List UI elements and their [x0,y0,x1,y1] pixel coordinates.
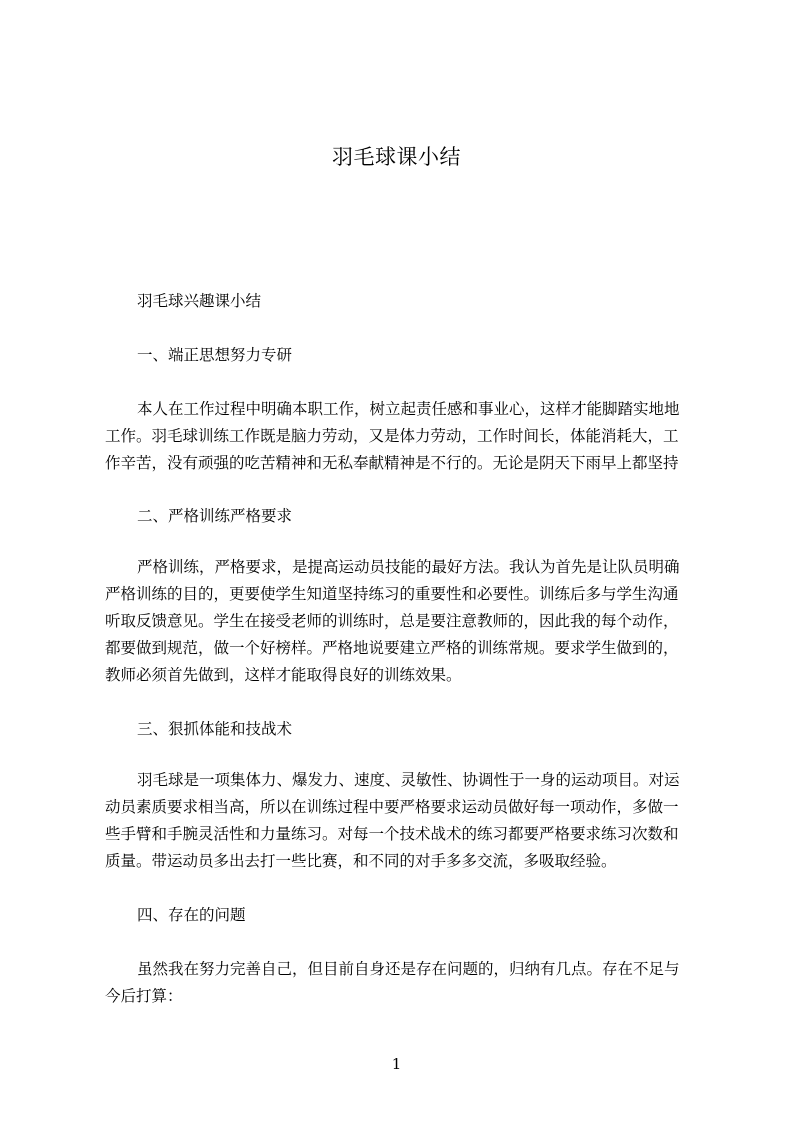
paragraph-line: 今后打算： [105,987,183,1005]
paragraph-line: 质量。带运动员多出去打一些比赛，和不同的对手多多交流，多吸取经验。 [105,852,617,870]
paragraph-line: 严格训练的目的，更要使学生知道坚持练习的重要性和必要性。训练后多与学生沟通 [105,585,679,603]
paragraph-line: 工作。羽毛球训练工作既是脑力劳动，又是体力劳动，工作时间长，体能消耗大，工 [105,427,679,445]
document-subtitle: 羽毛球兴趣课小结 [137,292,262,310]
section-heading: 一、端正思想努力专研 [137,346,293,364]
document-title: 羽毛球课小结 [332,145,461,169]
paragraph-line: 本人在工作过程中明确本职工作，树立起责任感和事业心，这样才能脚踏实地地 [137,400,680,418]
paragraph-line: 教师必须首先做到，这样才能取得良好的训练效果。 [105,666,462,684]
section-heading: 二、严格训练严格要求 [137,507,293,525]
section-heading: 四、存在的问题 [137,906,246,924]
paragraph-line: 虽然我在努力完善自己，但目前自身还是存在问题的，归纳有几点。存在不足与 [137,960,680,978]
section-heading: 三、狠抓体能和技战术 [137,720,293,738]
paragraph-line: 些手臂和手腕灵活性和力量练习。对每一个技术战术的练习都要严格要求练习次数和 [105,825,679,843]
paragraph-line: 羽毛球是一项集体力、爆发力、速度、灵敏性、协调性于一身的运动项目。对运 [137,771,680,789]
paragraph-line: 动员素质要求相当高，所以在训练过程中要严格要求运动员做好每一项动作，多做一 [105,798,679,816]
page-number: 1 [391,1055,402,1073]
paragraph-line: 听取反馈意见。学生在接受老师的训练时，总是要注意教师的，因此我的每个动作， [105,612,679,630]
paragraph-line: 作辛苦，没有顽强的吃苦精神和无私奉献精神是不行的。无论是阴天下雨早上都坚持 [105,454,679,472]
paragraph-line: 都要做到规范，做一个好榜样。严格地说要建立严格的训练常规。要求学生做到的， [105,639,679,657]
paragraph-line: 严格训练，严格要求，是提高运动员技能的最好方法。我认为首先是让队员明确 [137,558,680,576]
